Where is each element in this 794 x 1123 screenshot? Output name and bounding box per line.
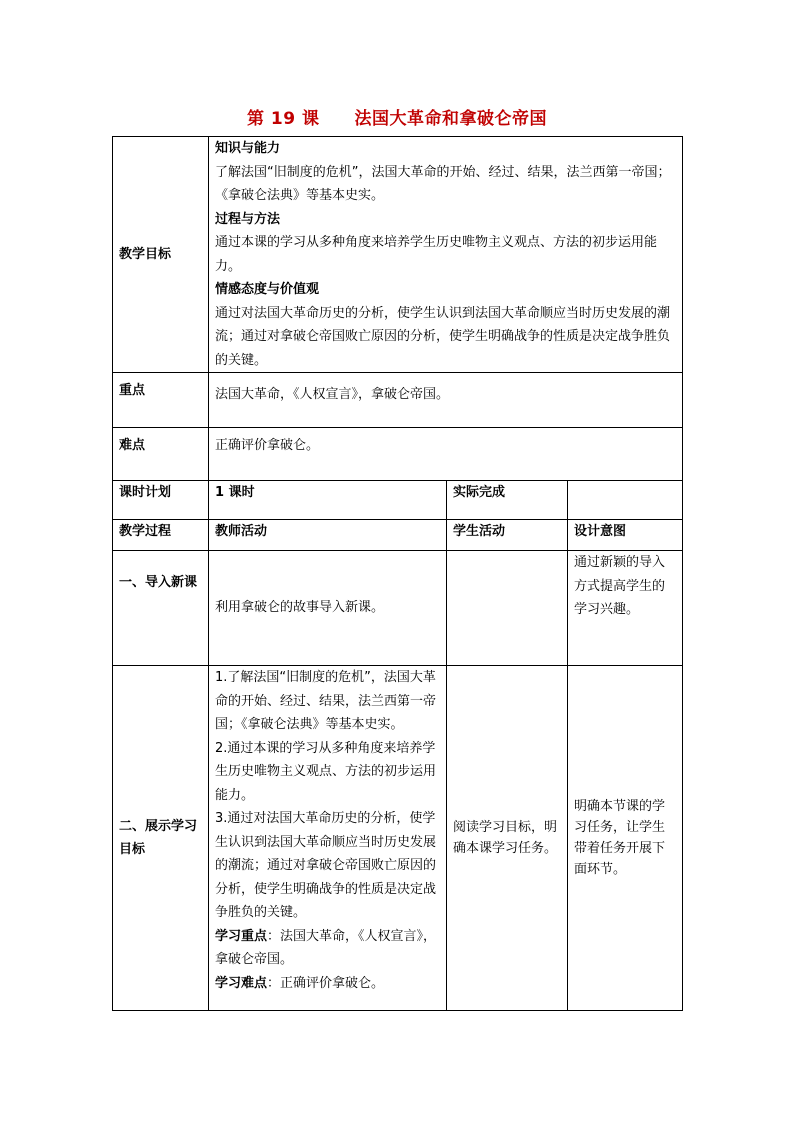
learning-difficulty-text: ：正确评价拿破仑。 <box>267 975 385 991</box>
step-row <box>113 666 683 1011</box>
process-header: 教学过程 <box>113 520 209 551</box>
step-label: 一、导入新课 <box>113 551 209 666</box>
difficulty-row <box>113 428 683 481</box>
page-title: 第 19 课 法国大革命和拿破仑帝国 <box>247 109 547 129</box>
schedule-hours: 1 课时 <box>209 481 447 520</box>
learning-key-point <box>215 925 440 972</box>
process-text: 通过本课的学习从多种角度来培养学生历史唯物主义观点、方法的初步运用能力。 <box>215 235 658 274</box>
step-student: 阅读学习目标，明确本课学习任务。 <box>447 666 568 1011</box>
process-header-row <box>113 520 683 551</box>
attitude-heading: 情感态度与价值观 <box>215 282 320 297</box>
teacher-item: 3.通过对法国大革命历史的分析，使学生认识到法国大革命顺应当时历史发展的潮流；通过对拿破仑帝国败亡原因的分析，使学生明确战争的性质是决定战争胜负的关键。 <box>215 811 437 920</box>
step-label: 二、展示学习目标 <box>113 666 209 1011</box>
step-student <box>447 551 568 666</box>
step-intent: 明确本节课的学习任务，让学生带着任务开展下面环节。 <box>568 666 683 1011</box>
difficulty-label: 难点 <box>113 428 209 481</box>
goals-label: 教学目标 <box>113 137 209 373</box>
step-teacher: 利用拿破仑的故事导入新课。 <box>209 551 447 666</box>
process-heading: 过程与方法 <box>215 211 281 227</box>
teacher-item: 2.通过本课的学习从多种角度来培养学生历史唯物主义观点、方法的初步运用能力。 <box>215 740 437 803</box>
learning-difficulty <box>215 972 440 996</box>
difficulty-text: 正确评价拿破仑。 <box>209 428 683 481</box>
student-header: 学生活动 <box>447 520 568 551</box>
key-point-label: 重点 <box>113 373 209 428</box>
step-teacher <box>209 666 447 1011</box>
schedule-actual-value <box>568 481 683 520</box>
knowledge-heading: 知识与能力 <box>215 141 281 156</box>
knowledge-text: 了解法国“旧制度的危机”，法国大革命的开始、经过、结果，法兰西第一帝国；《拿破仑法典》等基本史实。 <box>215 164 671 203</box>
schedule-row <box>113 481 683 520</box>
attitude-text: 通过对法国大革命历史的分析，使学生认识到法国大革命顺应当时历史发展的潮流；通过对拿破仑帝国败亡原因的分析，使学生明确战争的性质是决定战争胜负的关键。 <box>215 305 671 368</box>
teacher-header: 教师活动 <box>209 520 447 551</box>
intent-header: 设计意图 <box>568 520 683 551</box>
learning-key-text: ：法国大革命，《人权宣言》，拿破仑帝国。 <box>215 928 437 967</box>
lesson-plan-table <box>112 136 683 1011</box>
goals-content <box>209 137 683 373</box>
learning-key-label: 学习重点 <box>215 928 268 944</box>
learning-difficulty-label: 学习难点 <box>215 975 268 991</box>
step-intent: 通过新颖的导入方式提高学生的学习兴趣。 <box>568 551 683 666</box>
teacher-item: 1.了解法国“旧制度的危机”，法国大革命的开始、经过、结果，法兰西第一帝国；《拿破仑法典》等基本史实。 <box>215 670 437 732</box>
schedule-label: 课时计划 <box>113 481 209 520</box>
schedule-actual-label: 实际完成 <box>447 481 568 520</box>
key-point-row <box>113 373 683 428</box>
key-point-text: 法国大革命，《人权宣言》，拿破仑帝国。 <box>209 373 683 428</box>
goals-row <box>113 137 683 373</box>
step-row <box>113 551 683 666</box>
